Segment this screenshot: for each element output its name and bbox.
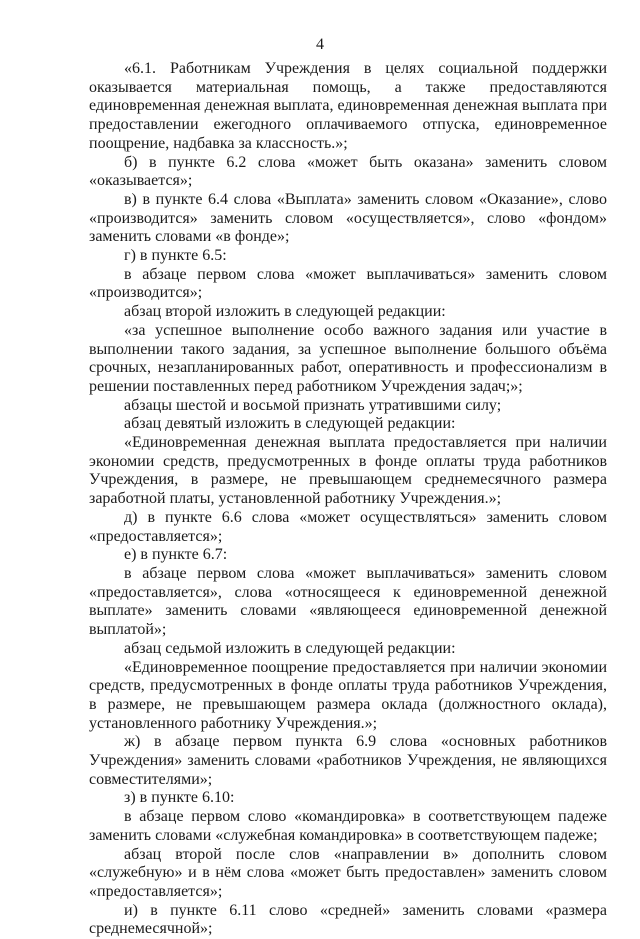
paragraph-d: д) в пункте 6.6 слова «может осуществляться» заменить словом «предоставляется»; [89,508,607,545]
paragraph-e-quote: «Единовременное поощрение предоставляется при наличии экономии средств, предусмотренных в фонде оплаты труда работников Учреждения, в размере, не превышающем размера оклада (должностного оклада), установленного работнику Учреждения.»; [89,658,607,732]
paragraph-g-3: абзацы шестой и восьмой признать утратившими силу; [124,396,502,414]
paragraph-b: б) в пункте 6.2 слова «может быть оказана» заменить словом «оказывается»; [89,153,607,190]
paragraph-g-4: абзац девятый изложить в следующей редакции: [124,415,456,433]
paragraph-6-1: «6.1. Работникам Учреждения в целях социальной поддержки оказывается материальная помощь, а также предоставляются единовременная денежная выплата, единовременная денежная выплата при предоставлении ежегодного оплачиваемого отпуска, единовременное поощрение, надбавка за классность.»; [89,60,607,152]
paragraph-i: и) в пункте 6.11 слово «средней» заменить словами «размера среднемесячной»; [89,901,607,938]
paragraph-g-quote: «за успешное выполнение особо важного задания или участие в выполнении такого задания, за успешное выполнение большого объёма срочных, незапланированных работ, оперативность и профессионализм в решении поставленных перед работником Учреждения задач;»; [89,321,607,395]
paragraph-g: г) в пункте 6.5: [124,247,227,265]
paragraph-e-1: в абзаце первом слова «может выплачиваться» заменить словом «предоставляется», слова «относящееся к единовременной денежной выплате» заменить словами «являющееся единовременной денежной выплатой»; [89,564,607,639]
paragraph-g-quote-2: «Единовременная денежная выплата предоставляется при наличии экономии средств, предусмотренных в фонде оплаты труда работников Учреждения, в размере, не превышающем среднемесячного размера заработной платы, установленной работнику Учреждения.»; [89,434,607,508]
paragraph-e-2: абзац седьмой изложить в следующей редакции: [124,639,456,657]
paragraph-z: з) в пункте 6.10: [124,789,235,807]
document-body [89,60,607,939]
paragraph-g-1: в абзаце первом слова «может выплачиваться» заменить словом «производится»; [89,265,607,302]
paragraph-g-2: абзац второй изложить в следующей редакции: [124,303,446,321]
paragraph-v: в) в пункте 6.4 слова «Выплата» заменить словом «Оказание», слово «производится» заменить словом «осуществляется», слово «фондом» заменить словами «в фонде»; [89,190,607,246]
paragraph-e: е) в пункте 6.7: [124,546,228,564]
paragraph-z-1: в абзаце первом слово «командировка» в соответствующем падеже заменить словами «служебная командировка» в соответствующем падеже; [89,808,607,844]
page-number: 4 [316,36,324,53]
paragraph-z-2: абзац второй после слов «направлении в» дополнить словом «служебную» и в нём слова «может быть предоставлен» заменить словом «предоставляется»; [89,845,607,900]
paragraph-zh: ж) в абзаце первом пункта 6.9 слова «основных работников Учреждения» заменить словами «работников Учреждения, не являющихся совместителями»; [89,733,607,788]
